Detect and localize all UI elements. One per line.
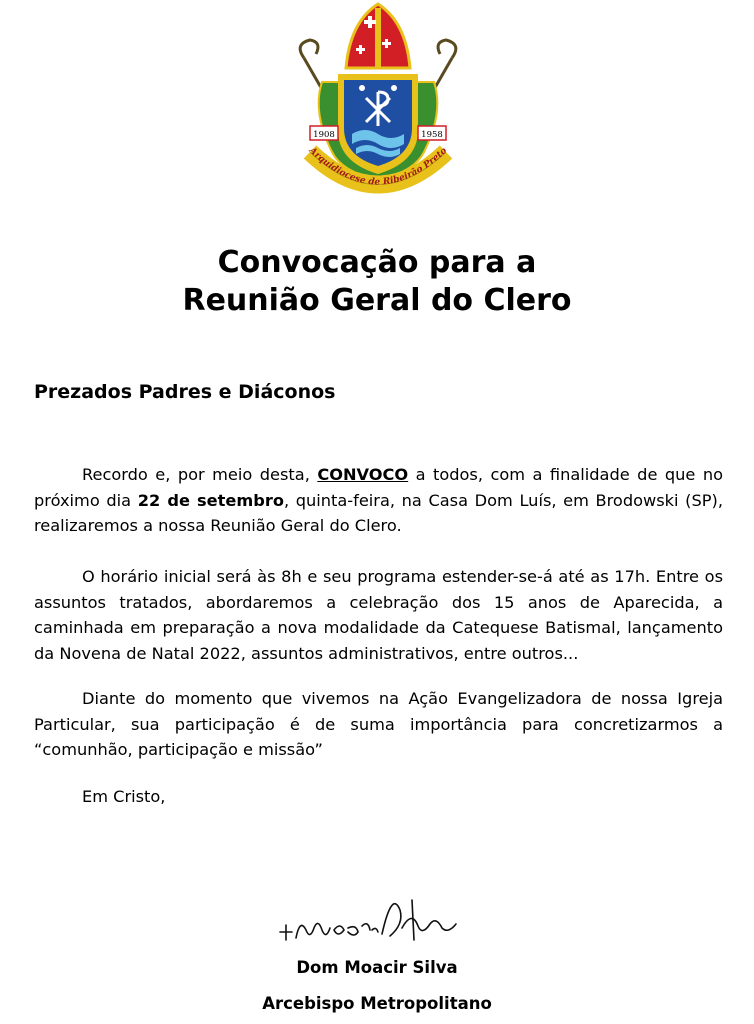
greeting: Prezados Padres e Diáconos: [34, 381, 336, 403]
paragraph-1-text-b: a todos, com a finalidade de que no próximo dia: [34, 465, 723, 510]
title-line-2: Reunião Geral do Clero: [182, 283, 572, 318]
closing-salutation: Em Cristo,: [82, 787, 166, 806]
year-right: 1958: [421, 130, 443, 140]
title-line-1: Convocação para a: [217, 245, 537, 280]
paragraph-3: Diante do momento que vivemos na Ação Evangelizadora de nossa Igreja Particular, sua participação é de suma importância para concretizarmos a “comunhão, participação e missão”: [34, 689, 723, 759]
handwritten-signature: [272, 880, 462, 950]
page-title: [0, 244, 754, 320]
mitre-icon: [346, 4, 410, 68]
shield-icon: [338, 74, 418, 174]
convoco-emphasis: CONVOCO: [317, 465, 409, 484]
paragraph-2: O horário inicial será às 8h e seu programa estender-se-á até as 17h. Entre os assuntos tratados, abordaremos a celebração dos 15 anos de Aparecida, a caminhada em preparação a nova modalidade da Catequese Batismal, lançamento da Novena de Natal 2022, assuntos administrativos, entre outros...: [34, 567, 723, 663]
signer-name: Dom Moacir Silva: [296, 958, 458, 977]
paragraph-1-text-a: Recordo e, por meio desta,: [82, 465, 318, 484]
paragraph-1-text-c: , quinta-feira, na Casa Dom Luís, em Brodowski (SP), realizaremos a nossa Reunião Geral do Clero.: [34, 490, 723, 535]
archdiocese-coat-of-arms-icon: [292, 2, 464, 198]
signer-title: Arcebispo Metropolitano: [262, 994, 492, 1013]
paragraph-1: [34, 462, 723, 539]
year-left: 1908: [313, 130, 335, 140]
banner-text: Arquidiocese de Ribeirão Preto: [306, 145, 450, 188]
meeting-date: 22 de setembro: [137, 490, 284, 510]
